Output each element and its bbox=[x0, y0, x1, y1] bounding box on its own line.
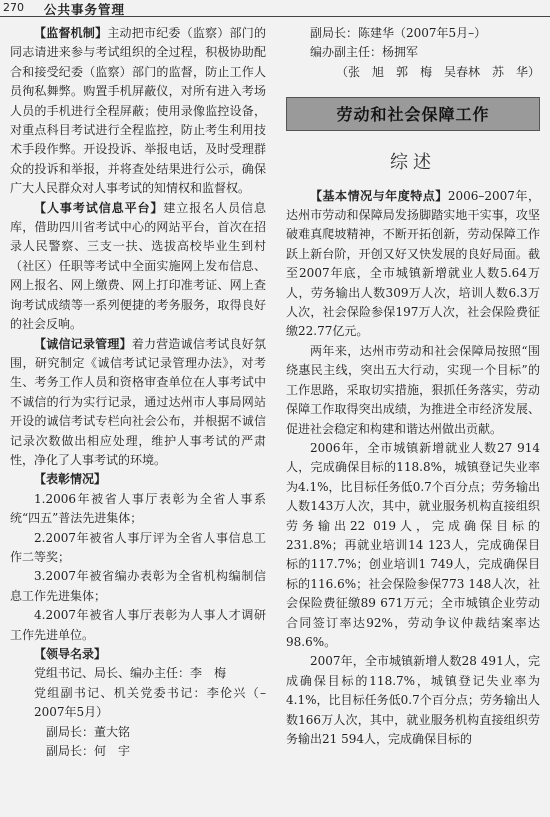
platform-text: 建立报名人员信息库，借助四川省考试中心的网站平台，首次在招录人民警察、三支一扶、选拔高校毕业生到村（社区）任职等考试中全面实施网上发布信息、网上报名、网上缴费、网上打印准考证、网上查询考试成绩等一系列便捷的考务服务，取得良好的社会反响。 bbox=[10, 200, 266, 332]
leader-line: 副局长：陈建华（2007年5月–） bbox=[310, 26, 487, 40]
integrity-paragraph bbox=[10, 335, 266, 471]
right-column bbox=[286, 24, 540, 749]
basic-text: 2006–2007年，达州市劳动和保障局发扬脚踏实地干实事，攻坚破难真爬坡精神，不断开拓创新，劳动保障工作跃上新台阶，开创又好又快发展的良好局面。截至2007年底，全市城镇新增就业人数5.64万人，劳务输出人数309万人次，培训人数6.3万人次，社会保险参保197万人次，社会保险费征缴22.77亿元。 bbox=[286, 188, 540, 339]
leader-line: 副局长：董大铭 bbox=[46, 724, 131, 739]
supervision-paragraph bbox=[10, 24, 266, 199]
commendation-item: 1.2006年被省人事厅表彰为全省人事系统“四五”普法先进集体； bbox=[10, 491, 266, 526]
section-title: 公共事务管理 bbox=[44, 2, 126, 17]
page-number: 270 bbox=[3, 1, 24, 14]
basic-label: 【基本情况与年度特点】 bbox=[310, 188, 448, 203]
commendation-item: 4.2007年被省人事厅表彰为人事人才调研工作先进单位。 bbox=[10, 608, 266, 642]
integrity-text: 着力营造诚信考试良好氛围，研究制定《诚信考试记录管理办法》，对考生、考务工作人员和资格审查单位在人事考试中不诚信的行为实行记录，通过达州市人事局网站开设的诚信考试专栏向社会公布，并根据不诚信记录次数做出相应处理，维护人事考试的严肃性，净化了人事考试的环境。 bbox=[10, 336, 266, 467]
header-rule bbox=[0, 16, 550, 17]
commendations-label: 【表彰情况】 bbox=[34, 472, 107, 487]
commendation-item: 3.2007年被省编办表彰为全省机构编制信息工作先进集体； bbox=[10, 569, 266, 603]
section-banner-title: 劳动和社会保障工作 bbox=[336, 104, 490, 124]
supervision-label: 【监督机制】 bbox=[34, 26, 108, 40]
leader-line: 党组书记、局长、编办主任：李 梅 bbox=[34, 666, 227, 681]
page-header bbox=[0, 0, 550, 18]
commendation-item: 2.2007年被省人事厅评为全省人事信息工作二等奖； bbox=[10, 530, 266, 564]
overview-heading: 综述 bbox=[390, 152, 436, 174]
body-paragraph: 两年来，达州市劳动和社会保障局按照“围绕惠民主线，突出五大行动，实现一个目标”的工作思路，采取切实措施，狠抓任务落实，劳动保障工作取得突出成绩，为推进全市经济发展、促进社会稳定和构建和谐达州做出贡献。 bbox=[286, 343, 540, 436]
authors-line: （张 旭 郭 梅 吴春林 苏 华） bbox=[335, 64, 540, 79]
left-column bbox=[10, 24, 266, 761]
leader-line: 编办副主任：杨拥军 bbox=[310, 45, 419, 60]
platform-label: 【人事考试信息平台】 bbox=[34, 200, 164, 215]
platform-paragraph bbox=[10, 199, 266, 335]
body-paragraph: 2006年，全市城镇新增就业人数27 914人，完成确保目标的118.8%，城镇登记失业率为4.1%，比目标任务低0.7个百分点；劳务输出人数143万人次，其中，就业服务机构直接组织劳务输出22 019人，完成确保目标的231.8%；再就业培训14 123人，完成确保目标的117.7%；创业培训1 749人，完成确保目标的116.6%；社会保险参保773 148人次，社会保险费征缴89 671万元；全市城镇企业劳动合同签订率达92%，劳动争议仲裁结案率达98.6%。 bbox=[286, 440, 540, 649]
body-paragraph: 2007年，全市城镇新增人数28 491人，完成确保目标的118.7%，城镇登记失业率为4.1%，比目标任务低0.7个百分点；劳务输出人数166万人次，其中，就业服务机构直接组织劳务输出21 594人，完成确保目标的 bbox=[286, 654, 540, 746]
leaders-label: 【领导名录】 bbox=[34, 647, 107, 661]
section-banner bbox=[286, 97, 540, 131]
leader-line: 党组副书记、机关党委书记：李伦兴（–2007年5月） bbox=[34, 685, 266, 720]
leader-line: 副局长：何 宇 bbox=[46, 744, 131, 759]
supervision-text: 主动把市纪委（监察）部门的同志请进来参与考试组织的全过程，积极协助配合和接受纪委（监察）部门的监督，防止工作人员徇私舞弊。购置手机屏蔽仪，对所有进入考场人员的手机进行全程屏蔽；使用录像监控设备，对重点科目考试进行全程监控，防止考生利用技术手段作弊。开设投诉、举报电话，及时受理群众的投诉和举报，并将查处结果进行公示，确保广大人民群众对人事考试的知情权和监督权。 bbox=[10, 26, 266, 196]
integrity-label: 【诚信记录管理】 bbox=[34, 336, 132, 351]
basic-paragraph bbox=[286, 187, 540, 342]
